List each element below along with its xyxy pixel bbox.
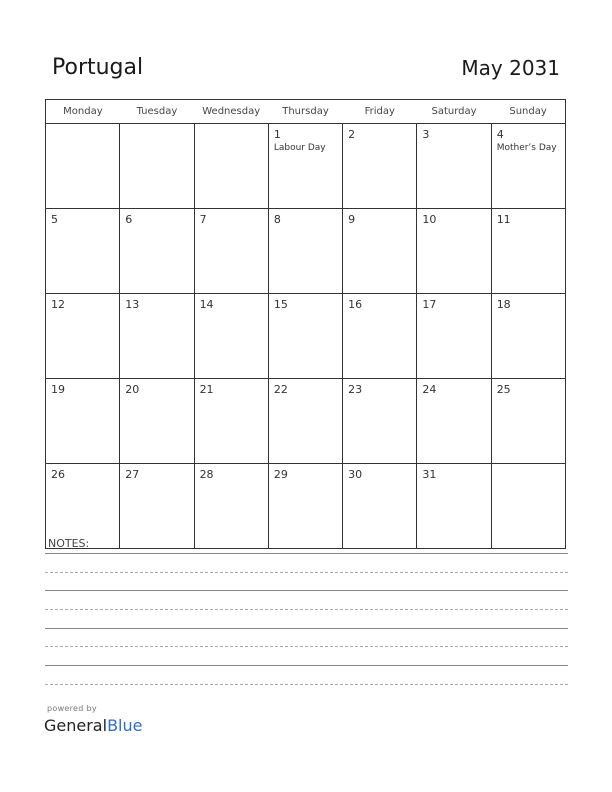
day-cell [120,379,194,464]
day-number: 12 [51,298,65,311]
day-cell [268,294,342,379]
day-cell [268,379,342,464]
day-cell [120,464,194,549]
day-cell [343,209,417,294]
day-cell [194,124,268,209]
day-number: 18 [496,298,511,311]
notes-line [45,628,568,629]
weekday-header: Thursday [268,100,342,124]
notes-label: NOTES: [48,537,90,550]
day-cell [194,209,268,294]
day-cell [491,124,565,209]
notes-line [45,609,568,610]
day-cell [417,294,491,379]
notes-line [45,684,568,685]
day-number: 13 [125,298,140,311]
day-number: 19 [51,383,65,396]
weekday-header: Friday [343,100,417,124]
notes-line [45,553,568,554]
day-cell [46,124,120,209]
day-number: 6 [125,213,133,226]
day-cell [417,209,491,294]
day-cell [417,379,491,464]
weekday-header: Wednesday [194,100,268,124]
day-number: 28 [199,468,214,481]
day-cell [120,124,194,209]
day-number: 2 [348,128,356,141]
day-number: 4 [496,128,504,141]
day-cell [120,209,194,294]
month-title: May 2031 [461,56,560,80]
weekday-header: Sunday [491,100,565,124]
day-number: 5 [51,213,58,226]
day-number: 1 [273,128,281,141]
day-cell [491,379,565,464]
calendar-grid [45,99,566,549]
week-row [46,209,566,294]
day-number: 21 [199,383,214,396]
day-cell [343,124,417,209]
day-number: 26 [51,468,65,481]
day-cell [194,379,268,464]
day-number: 25 [496,383,511,396]
day-number: 24 [422,383,437,396]
week-row [46,379,566,464]
holiday-label: Mother’s Day [496,143,557,153]
brand-logo-part1: General [44,716,108,735]
day-cell [343,294,417,379]
day-number: 10 [422,213,437,226]
day-number: 23 [348,383,363,396]
day-number: 11 [496,213,511,226]
day-cell [268,209,342,294]
day-number: 9 [348,213,356,226]
day-number: 16 [348,298,363,311]
brand-logo [44,716,142,735]
notes-line [45,646,568,647]
week-row [46,124,566,209]
day-cell [46,294,120,379]
brand-logo-part2: Blue [107,716,143,735]
week-row [46,464,566,549]
day-cell [46,379,120,464]
notes-line [45,590,568,591]
day-cell [343,464,417,549]
day-cell [343,379,417,464]
day-number: 20 [125,383,140,396]
day-cell [268,124,342,209]
day-cell [491,294,565,379]
day-number: 30 [348,468,363,481]
weekday-header: Tuesday [120,100,194,124]
weekday-header: Monday [46,100,120,124]
weekday-header: Saturday [417,100,491,124]
notes-line [45,572,568,573]
day-number: 17 [422,298,437,311]
powered-by-label: powered by [47,704,97,713]
day-cell [194,464,268,549]
day-cell [268,464,342,549]
day-number: 3 [422,128,430,141]
week-row [46,294,566,379]
day-cell [120,294,194,379]
day-cell [46,209,120,294]
country-title: Portugal [52,55,144,80]
day-cell [417,124,491,209]
day-number: 8 [273,213,281,226]
day-cell [491,464,565,549]
day-cell [46,464,120,549]
weekday-header-row [46,100,566,124]
day-number: 27 [125,468,140,481]
day-cell [417,464,491,549]
day-number: 22 [273,383,288,396]
day-number: 15 [273,298,288,311]
day-cell [194,294,268,379]
notes-line [45,665,568,666]
day-number: 7 [199,213,207,226]
holiday-label: Labour Day [273,143,326,153]
day-cell [491,209,565,294]
day-number: 14 [199,298,214,311]
day-number: 29 [273,468,288,481]
day-number: 31 [422,468,437,481]
